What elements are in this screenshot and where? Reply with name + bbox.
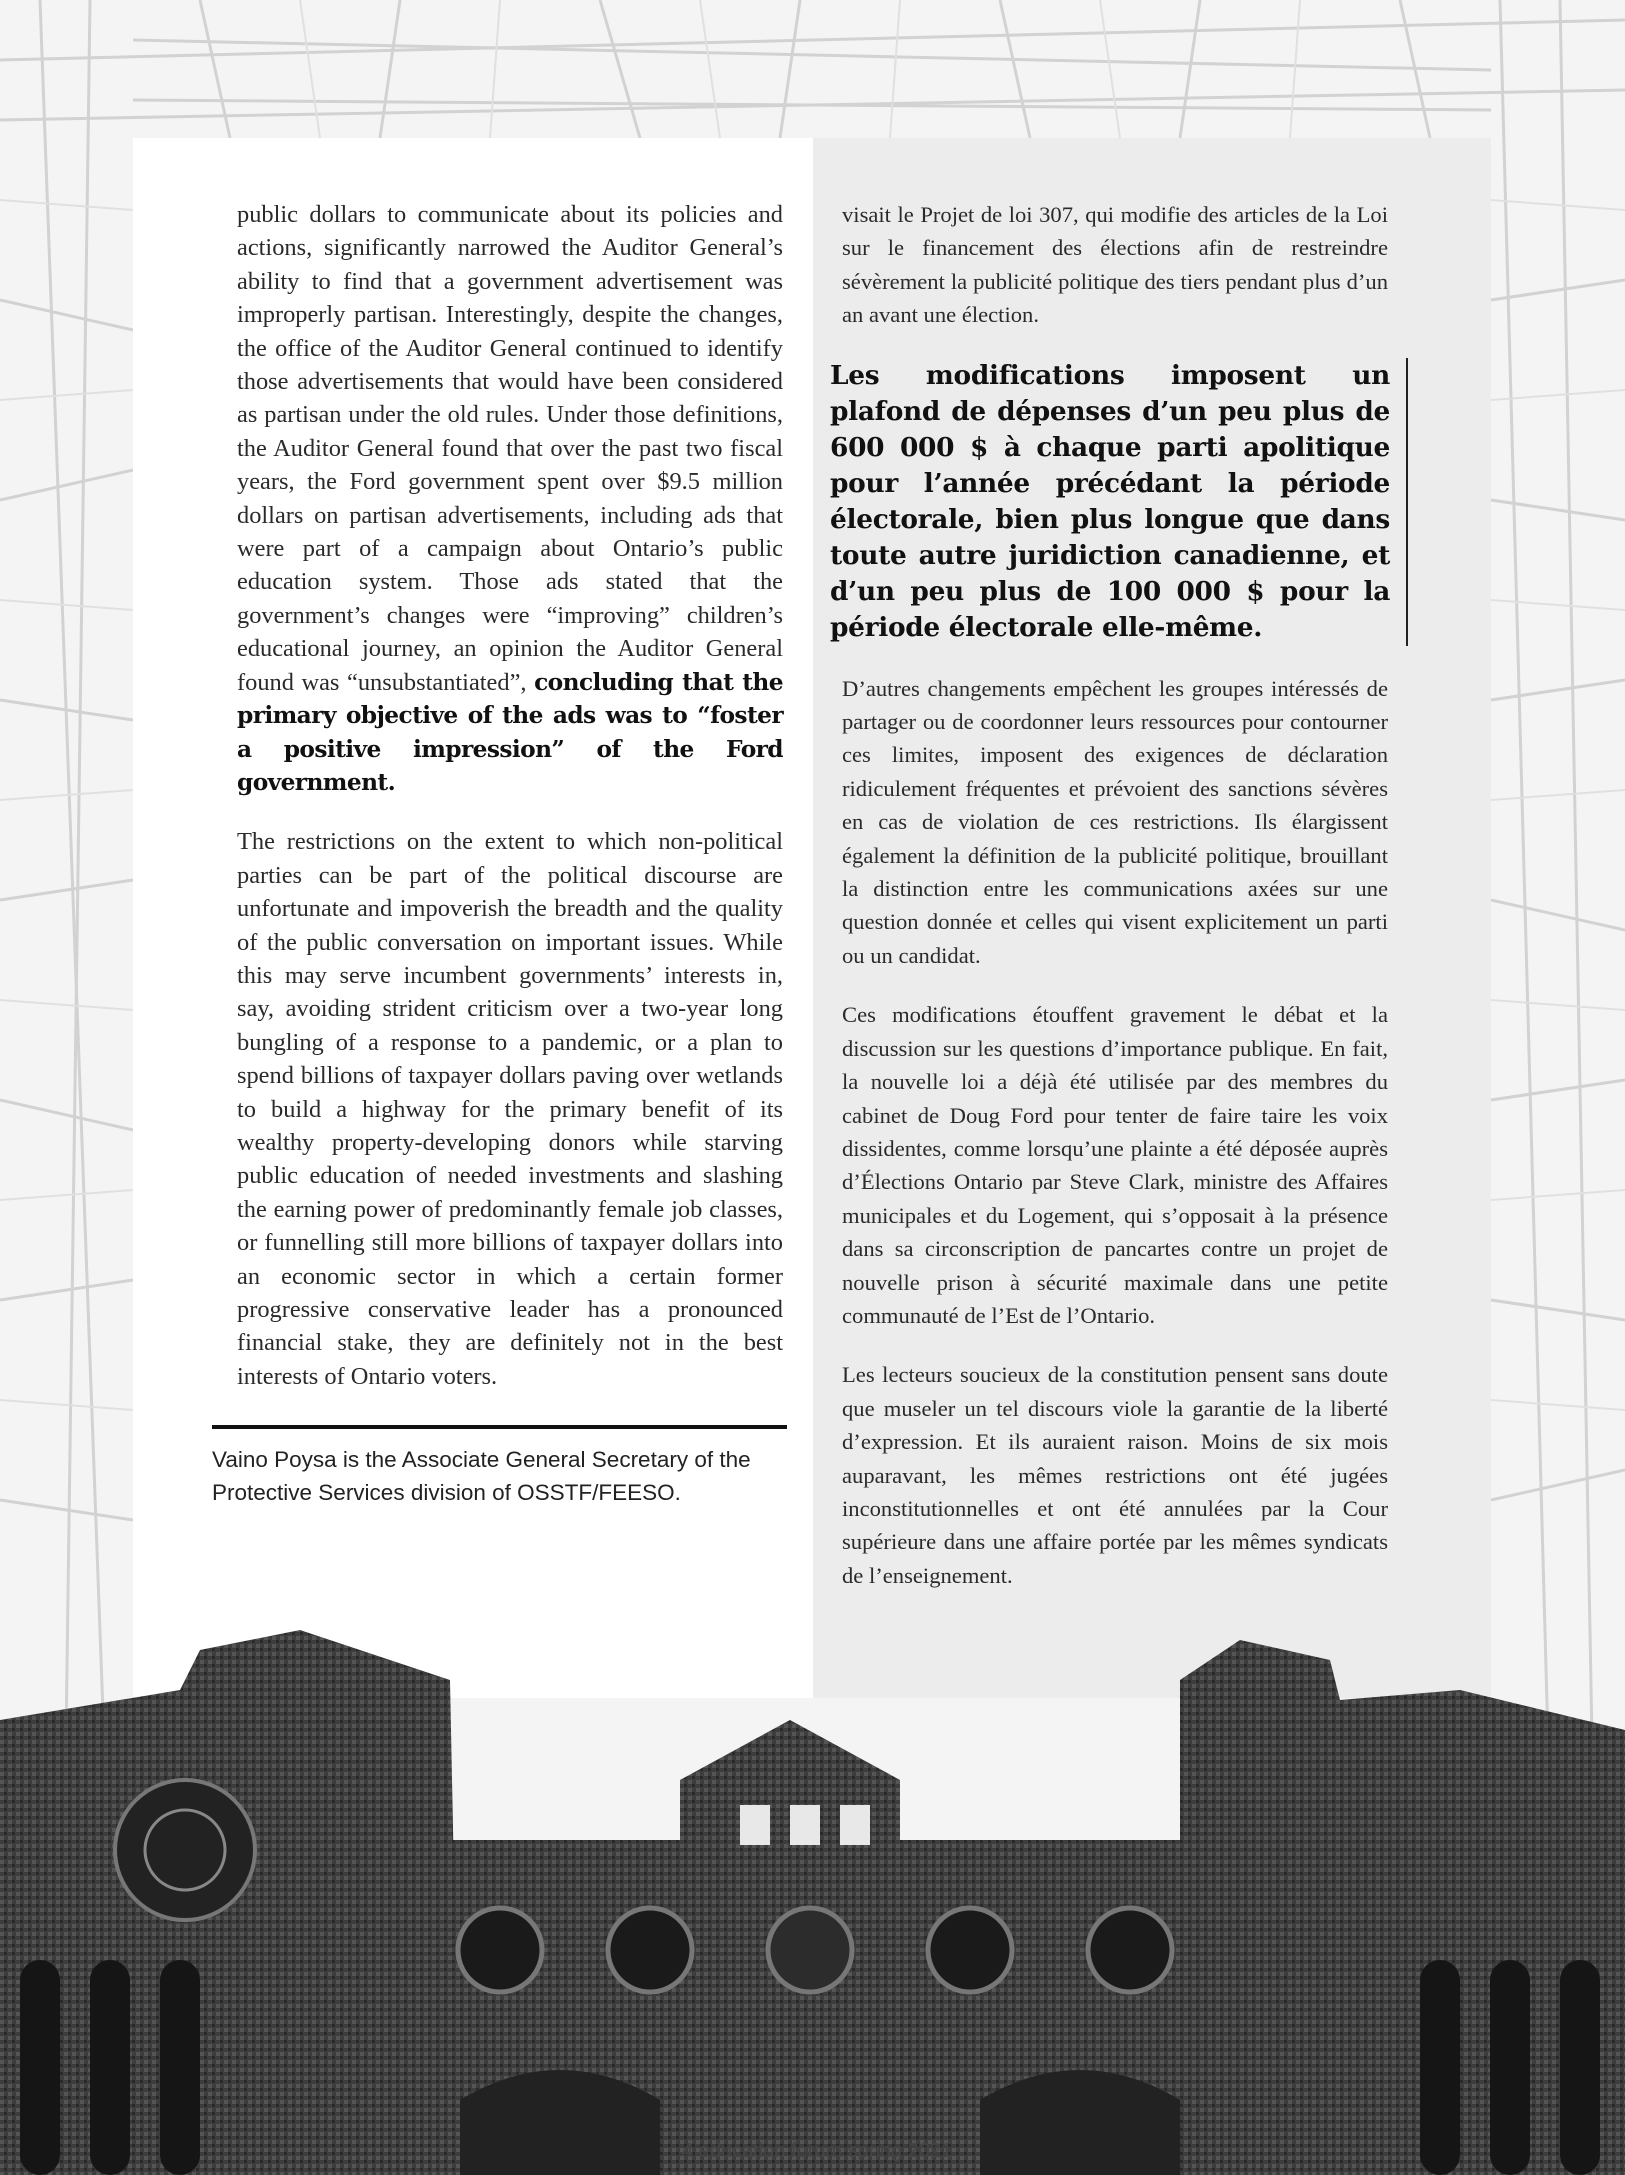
article-paragraph xyxy=(237,198,783,799)
highlighted-conclusion: concluding that the primary objective of the ads was to “foster a positive impression” of the Ford government. xyxy=(237,668,783,796)
author-bio: Vaino Poysa is the Associate General Secretary of the Protective Services division of OSSTF/FEESO. xyxy=(212,1447,751,1506)
article-paragraph: The restrictions on the extent to which non-political parties can be part of the political discourse are unfortunate and impoverish the breadth and the quality of the public conversation on important issues. While this may serve incumbent governments’ interests in, say, avoiding strident criticism over a two-year long bungling of a response to a pandemic, or a plan to spend billions of taxpayer dollars paving over wetlands to build a highway for the primary benefit of its wealthy property-developing donors while starving public education of needed investments and slashing the earning power of predominantly female job classes, or funnelling still more billions of taxpayer dollars into an economic sector in which a certain former progressive conservative leader has a pronounced financial stake, they are definitely not in the best interests of Ontario voters. xyxy=(237,828,783,1390)
article-paragraph: D’autres changements empêchent les groupes intéressés de partager ou de coordonner leurs ressources pour contourner ces limites, imposent des exigences de déclaration ridiculement fréquentes et prévoient des sanctions sévères en cas de violation de ces restrictions. Ils élargissent également la définition de la publicité politique, brouillant la distinction entre les communications axées sur une question donnée et celles qui visent explicitement un parti ou un candidat. xyxy=(842,675,1388,968)
english-article-column xyxy=(212,198,783,1509)
page-footer: 4 education forum spring 2021 xyxy=(682,2140,953,2162)
legislature-building-image xyxy=(0,1620,1625,2175)
article-paragraph: Ces modifications étouffent gravement le débat et la discussion sur les questions d’importance publique. En fait, la nouvelle loi a déjà été utilisée par des membres du cabinet de Doug Ford pour tenter de faire taire les voix dissidentes, comme lorsqu’une plainte a été déposée auprès d’Élections Ontario par Steve Clark, ministre des Affaires municipales et du Logement, qui s’opposait à la présence dans sa circonscription de pancartes contre un projet de nouvelle prison à sécurité maximale dans une petite communauté de l’Est de l’Ontario. xyxy=(842,1002,1388,1328)
french-article-column xyxy=(830,198,1390,1618)
pull-quote: Les modifications imposent un plafond de dépenses d’un peu plus de 600 000 $ à chaque parti apolitique pour l’année précédant la période électorale, bien plus longue que dans toute autre juridiction canadienne, et d’un peu plus de 100 000 $ pour la période électorale elle-même. xyxy=(830,358,1408,646)
article-paragraph: Les lecteurs soucieux de la constitution pensent sans doute que museler un tel discours viole la garantie de la liberté d’expression. Et ils auraient raison. Moins de six mois auparavant, les mêmes restrictions ont été jugées inconstitutionnelles et ont été annulées par la Cour supérieure dans une affaire portée par les mêmes syndicats de l’enseignement. xyxy=(842,1362,1388,1588)
paragraph-text: public dollars to communicate about its policies and actions, significantly narrowed the Auditor General’s ability to find that a government advertisement was improperly partisan. Interestingly, despite the changes, the office of the Auditor General continued to identify those advertisements that would have been considered as partisan under the old rules. Under those definitions, the Auditor General found that over the past two fiscal years, the Ford government spent over $9.5 million dollars on partisan advertisements, including ads that were part of a campaign about Ontario’s public education system. Those ads stated that the government’s changes were “improving” children’s educational journey, an opinion the Auditor General found was “unsubstantiated”, xyxy=(237,201,783,696)
article-paragraph: visait le Projet de loi 307, qui modifie des articles de la Loi sur le financement des élections afin de restreindre sévèrement la publicité politique des tiers pendant plus d’un an avant une élection. xyxy=(842,202,1388,328)
bio-divider xyxy=(212,1425,787,1429)
